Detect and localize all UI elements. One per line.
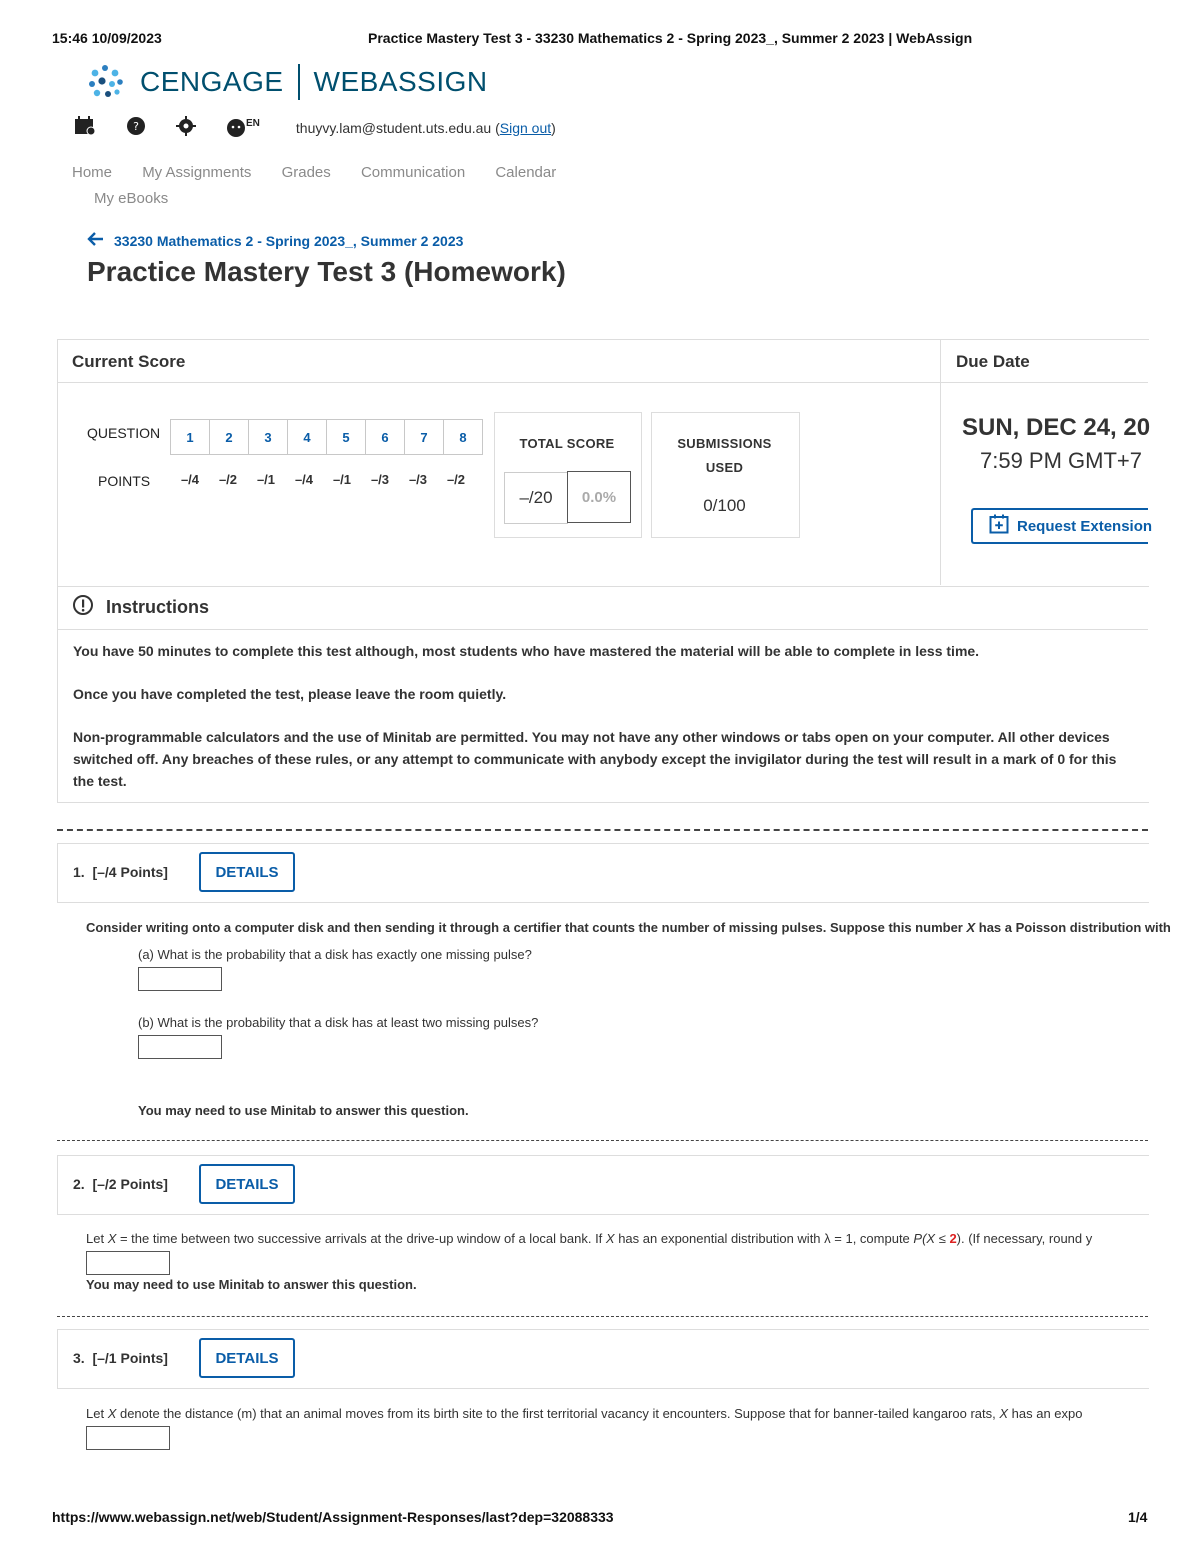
question-1-number: 1. [73,864,85,880]
question-3-stem [86,1406,1148,1421]
signout-link[interactable]: Sign out [499,119,552,136]
user-email-line [296,120,556,136]
current-score-title: Current Score [72,352,186,371]
gear-icon[interactable] [176,116,196,139]
nav-communication[interactable]: Communication [360,164,466,181]
nav-home[interactable]: Home [72,164,113,181]
question-2-header [57,1155,1149,1215]
question-2-minitab-note: You may need to use Minitab to answer this question. [86,1277,417,1292]
info-icon [72,594,94,621]
points-q5: –/1 [332,472,352,487]
instructions-paragraph-3b: switched off. Any breaches of these rules, or any attempt to communicate with anybody except the invigilator during the test will result in a mark of 0 for this [73,751,1117,767]
question-link-2[interactable]: 2 [209,419,249,455]
main-navigation [72,160,612,212]
points-q2: –/2 [218,472,238,487]
question-1-points: [–/4 Points] [92,864,168,880]
question-link-7[interactable]: 7 [404,419,444,455]
question-1-part-b: (b) What is the probability that a disk has at least two missing pulses? [138,1015,539,1030]
nav-my-ebooks[interactable]: My eBooks [94,190,169,207]
page-title: Practice Mastery Test 3 (Homework) [87,256,566,287]
question-1-stem-text-a: Consider writing onto a computer disk and then sending it through a certifier that counts the number of missing pulses. Suppose this number [86,920,967,935]
cengage-webassign-logo[interactable] [86,62,488,102]
question-2-stem-t1: Let [86,1231,108,1246]
points-q6: –/3 [370,472,390,487]
instructions-paragraph-2: Once you have completed the test, please leave the room quietly. [73,686,507,702]
question-2-var-x: X [107,1231,117,1246]
question-link-1[interactable]: 1 [170,419,210,455]
utility-bar [74,116,556,139]
breadcrumb[interactable] [88,232,463,249]
question-link-4[interactable]: 4 [287,419,327,455]
question-separator [57,829,1148,831]
breadcrumb-course[interactable]: 33230 Mathematics 2 - Spring 2023_, Summer 2 2023 [114,232,464,249]
question-separator [57,1140,1148,1141]
question-3-number: 3. [73,1350,85,1366]
due-date-title: Due Date [956,352,1030,371]
question-2-var-x2: X [605,1231,615,1246]
nav-my-assignments[interactable]: My Assignments [142,164,252,181]
question-2-details-button[interactable]: DETAILS [199,1164,295,1204]
language-code: EN [246,117,260,129]
question-2-points: [–/2 Points] [92,1176,168,1192]
print-timestamp: 15:46 10/09/2023 [52,30,162,46]
total-score-label: TOTAL SCORE [519,436,615,451]
question-2-stem [86,1231,1148,1246]
brand-cengage: CENGAGE [140,66,284,97]
question-2-stem-t4: ). (If necessary, round y [956,1231,1093,1246]
question-1-part-a: (a) What is the probability that a disk has exactly one missing pulse? [138,947,532,962]
nav-calendar[interactable]: Calendar [495,164,557,181]
question-1-header [57,843,1149,903]
signout-close-paren: ) [551,119,556,136]
instructions-paragraph-3a: Non-programmable calculators and the use of Minitab are permitted. You may not have any other windows or tabs open on your computer. All other devices [73,729,1110,745]
instructions-header [57,586,1148,630]
signout-open-paren: ( [495,119,500,136]
points-q1: –/4 [180,472,200,487]
request-extension-label: Request Extension [1017,517,1153,535]
question-3-var2: X [999,1406,1009,1421]
question-row-label: QUESTION [87,425,161,441]
question-2-points-line [73,1176,168,1192]
due-date-clip [941,414,1151,474]
question-link-3[interactable]: 3 [248,419,288,455]
svg-text:?: ? [133,120,139,133]
points-q7: –/3 [408,472,428,487]
question-2-value-highlight: 2 [949,1231,957,1246]
question-2-stem-t3: has an exponential distribution with λ = 1, compute [614,1231,914,1246]
submissions-label-used: USED [705,460,744,475]
question-link-8[interactable]: 8 [443,419,483,455]
submissions-value: 0/100 [703,496,746,515]
submissions-label: SUBMISSIONS [677,436,772,451]
instructions-paragraph-3c: the test. [73,773,127,789]
question-link-6[interactable]: 6 [365,419,405,455]
question-1-details-button[interactable]: DETAILS [199,852,295,892]
question-1-points-line [73,864,168,880]
question-3-header [57,1329,1149,1389]
calendar-plus-icon [989,514,1009,538]
instructions-body [57,630,1149,803]
due-date-value: SUN, DEC 24, 20 [962,414,1151,441]
instructions-paragraph-1: You have 50 minutes to complete this test although, most students who have mastered the material will be able to complete in less time. [73,643,980,659]
language-icon[interactable] [226,118,260,138]
points-q3: –/1 [256,472,276,487]
question-1b-answer-input[interactable] [138,1035,222,1059]
help-icon[interactable] [126,116,146,139]
nav-grades[interactable]: Grades [281,164,331,181]
points-q8: –/2 [446,472,466,487]
question-2-number: 2. [73,1176,85,1192]
cengage-logo-icon [86,63,126,101]
points-row-label: POINTS [98,473,151,489]
question-1-variable: X [966,920,976,935]
question-3-details-button[interactable]: DETAILS [199,1338,295,1378]
submissions-box [651,412,800,538]
question-3-stem-t1: Let [86,1406,108,1421]
total-score-percent: 0.0% [567,471,631,523]
points-q4: –/4 [294,472,314,487]
instructions-title: Instructions [106,597,210,617]
print-document-title: Practice Mastery Test 3 - 33230 Mathematics 2 - Spring 2023_, Summer 2 2023 | WebAssign [368,30,973,46]
question-1-stem [86,920,1171,935]
question-1a-answer-input[interactable] [138,967,222,991]
question-3-points: [–/1 Points] [92,1350,168,1366]
calendar-check-icon[interactable] [74,116,96,139]
question-2-probability-expr: P(X ≤ [913,1231,950,1246]
question-3-points-line [73,1350,168,1366]
question-2-answer-input[interactable] [86,1251,170,1275]
question-3-stem-t3: has an expo [1008,1406,1083,1421]
arrow-left-icon [88,232,104,249]
user-email: thuyvy.lam@student.uts.edu.au [295,119,492,136]
points-row [171,472,475,487]
question-1-minitab-note: You may need to use Minitab to answer this question. [138,1103,469,1118]
due-time-value: 7:59 PM GMT+7 [980,448,1143,473]
question-3-stem-t2: denote the distance (m) that an animal moves from its birth site to the first territorial vacancy it encounters. Suppose that for banner-tailed kangaroo rats, [116,1406,1000,1421]
brand-webassign: WEBASSIGN [313,66,488,97]
question-2-stem-t2: = the time between two successive arrivals at the drive-up window of a local bank. If [116,1231,606,1246]
brand-divider [298,64,300,100]
print-url: https://www.webassign.net/web/Student/Assignment-Responses/last?dep=32088333 [52,1509,614,1525]
question-grid [171,419,483,455]
panel-header-line [57,382,1148,383]
question-1-stem-text-b: has a Poisson distribution with [975,920,1171,935]
print-page-number: 1/4 [1128,1509,1148,1525]
total-score-value: –/20 [504,472,568,524]
request-extension-button[interactable] [971,508,1153,544]
question-3-var: X [107,1406,117,1421]
question-link-5[interactable]: 5 [326,419,366,455]
question-3-answer-input[interactable] [86,1426,170,1450]
question-separator [57,1316,1148,1317]
